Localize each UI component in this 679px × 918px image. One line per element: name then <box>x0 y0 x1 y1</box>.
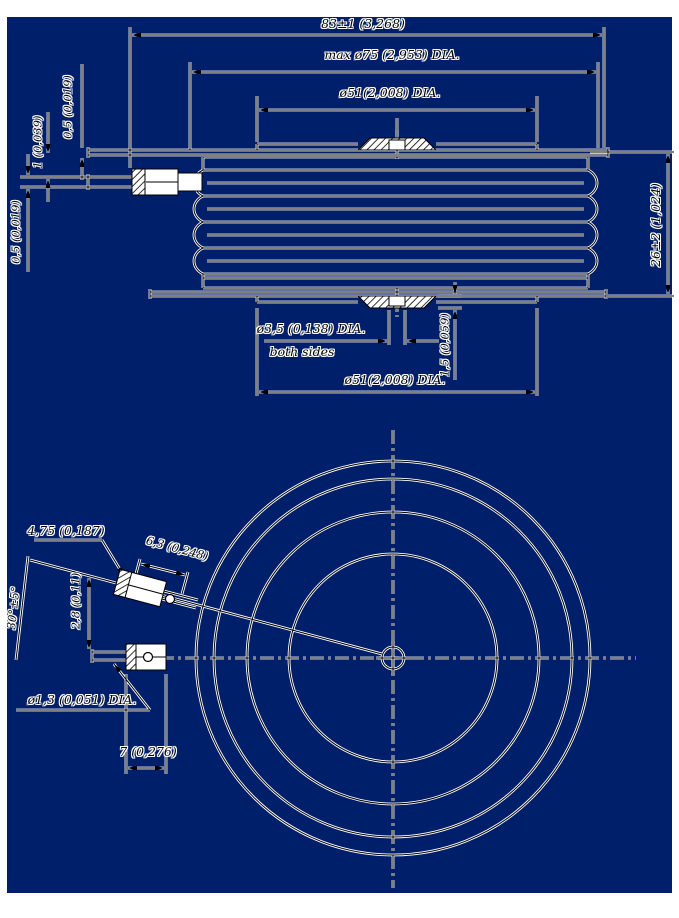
gate-terminal-tab-side <box>178 173 202 191</box>
top-pin-notch <box>389 140 405 150</box>
dim-top-offset-label: 0,5 (0,019) <box>60 75 75 139</box>
gate-terminal-knurl-side <box>132 169 145 195</box>
horizontal-terminal-dot <box>144 653 153 662</box>
dim-lead-angle-label: 30°±5° <box>4 585 23 631</box>
diagonal-terminal-group <box>113 569 166 607</box>
dim-terminal-length-label: 6,3 (0,248) <box>144 533 210 564</box>
dim-center-pin-note-label: both sides <box>269 343 335 359</box>
diagonal-wire-end-dot <box>166 595 175 604</box>
dim-height-label: 26±2 (1,024) <box>647 183 663 267</box>
dim-overall-width-label: 83±1 (3,268) <box>321 15 405 31</box>
dim-lead-protrusion-label: 7 (0,276) <box>119 743 177 759</box>
dim-lead-offset-label: 2,8 (0,11) <box>68 572 83 630</box>
dim-lead-thickness-label: 0,5 (0,019) <box>8 200 23 264</box>
dim-terminal-width-label: 4,75 (0,187) <box>27 522 105 538</box>
dim-max-diameter-label: max ø75 (2,953) DIA. <box>324 46 460 62</box>
horizontal-terminal-knurl <box>126 644 136 670</box>
dim-bottom-pole-diameter-label: ø51(2,008) DIA. <box>344 371 446 387</box>
dim-washer-offset-label: 1 (0,039) <box>30 115 45 169</box>
bottom-pin-notch <box>389 296 405 306</box>
filled-details <box>113 138 436 670</box>
dim-center-pin-diameter-label: ø3,5 (0,138) DIA. <box>256 320 366 336</box>
dim-pin-height-label: 1,5 (0,059) <box>437 313 452 377</box>
dim-gate-wire-diameter-label: ø1,3 (0,051) DIA. <box>27 691 137 707</box>
dim-top-pole-diameter-label: ø51(2,008) DIA. <box>339 84 441 100</box>
